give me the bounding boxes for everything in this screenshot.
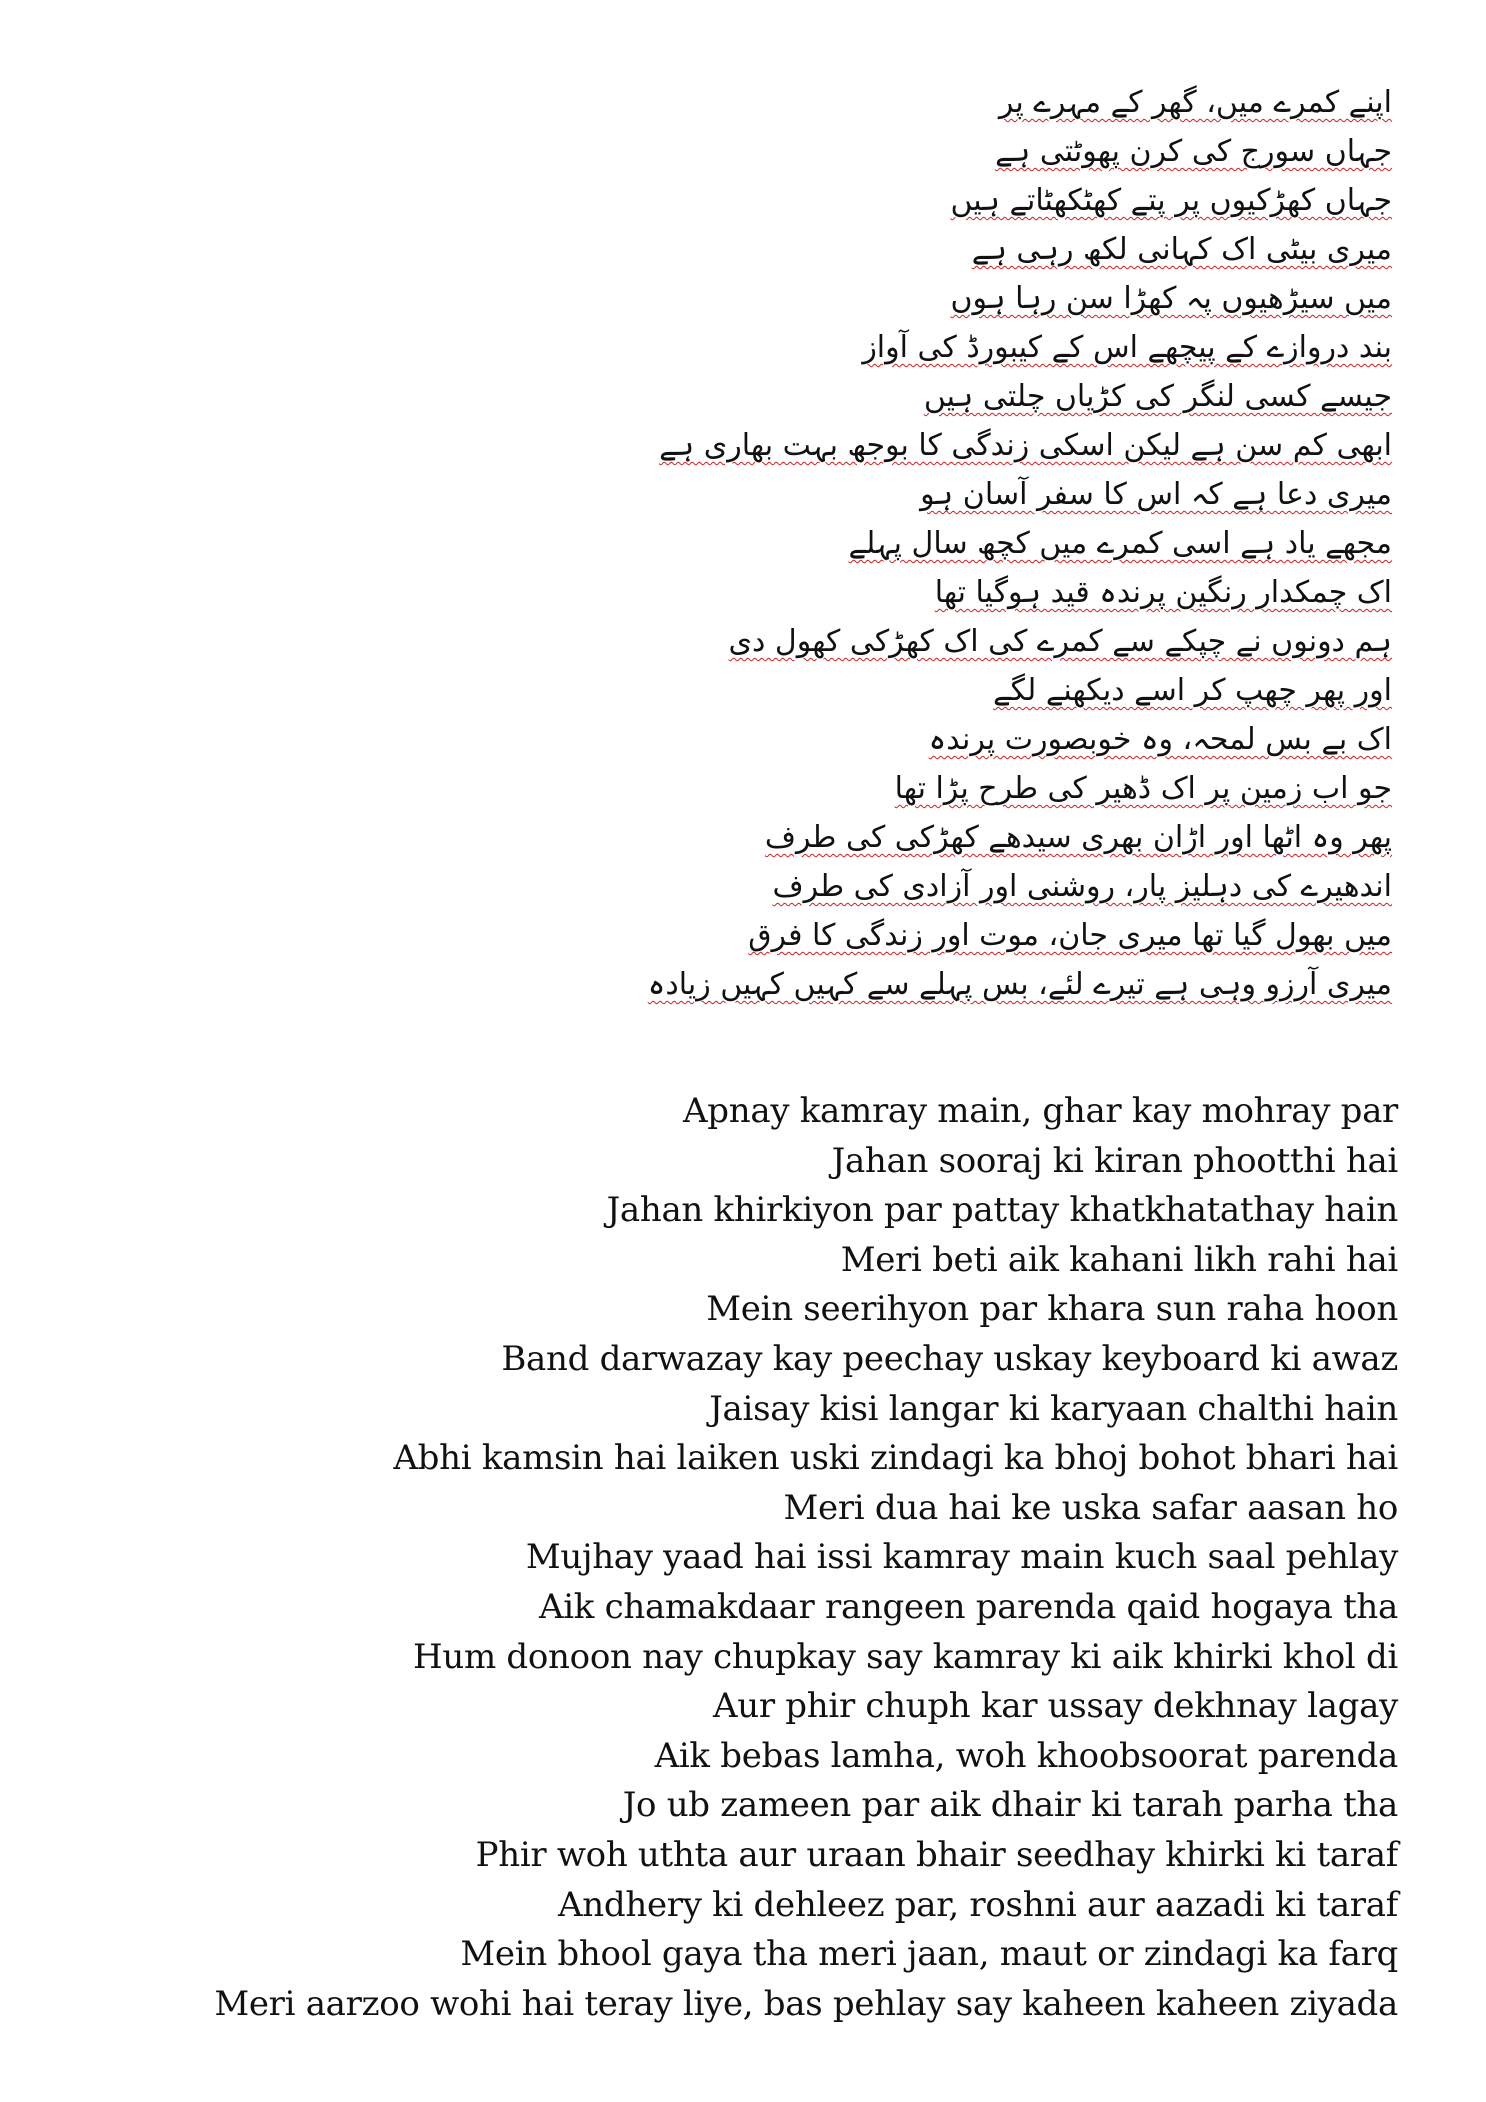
urdu-line-3: جہاں کھڑکیوں پر پتے کھٹکھٹاتے ہیں <box>950 183 1392 218</box>
roman-line-6: Band darwazay kay peechay uskay keyboard ki awaz <box>501 1338 1398 1379</box>
roman-line-1: Apnay kamray main, ghar kay mohray par <box>683 1091 1398 1131</box>
urdu-line-14: اک بے بس لمحہ، وہ خوبصورت پرندہ <box>928 722 1392 757</box>
urdu-line-13: اور پھر چھپ کر اسے دیکھنے لگے <box>993 673 1392 708</box>
roman-line-13: Aur phir chuph kar ussay dekhnay lagay <box>713 1686 1398 1727</box>
urdu-line-11: اک چمکدار رنگین پرندہ قید ہوگیا تھا <box>934 575 1392 610</box>
urdu-line-2: جہاں سورج کی کرن پھوٹتی ہے <box>995 134 1392 169</box>
roman-line-14: Aik bebas lamha, woh khoobsoorat parenda <box>654 1735 1398 1776</box>
urdu-line-10: مجھے یاد ہے اسی کمرے میں کچھ سال پہلے <box>848 526 1392 561</box>
urdu-line-1: اپنے کمرے میں، گھر کے مہرے پر <box>998 85 1392 120</box>
urdu-line-12: ہم دونوں نے چپکے سے کمرے کی اک کھڑکی کھول دی <box>728 624 1392 659</box>
roman-line-2: Jahan sooraj ki kiran phootthi hai <box>831 1140 1398 1181</box>
urdu-line-19: میری آرزو وہی ہے تیرے لئے، بس پہلے سے کہیں کہیں زیادہ <box>647 967 1392 1002</box>
roman-line-10: Mujhay yaad hai issi kamray main kuch saal pehlay <box>525 1537 1398 1578</box>
roman-line-17: Andhery ki dehleez par, roshni aur aazadi ki taraf <box>558 1884 1398 1925</box>
urdu-line-18: میں بھول گیا تھا میری جان، موت اور زندگی کا فرق <box>748 918 1392 953</box>
roman-line-12: Hum donoon nay chupkay say kamray ki aik khirki khol di <box>413 1636 1398 1677</box>
urdu-line-15: جو اب زمین پر اک ڈھیر کی طرح پڑا تھا <box>894 771 1392 806</box>
urdu-line-7: جیسے کسی لنگر کی کڑیاں چلتی ہیں <box>923 379 1392 414</box>
urdu-line-6: بند دروازے کے پیچھے اس کے کیبورڈ کی آواز <box>862 330 1392 365</box>
roman-line-19: Meri aarzoo wohi hai teray liye, bas pehlay say kaheen kaheen ziyada <box>214 1983 1398 2024</box>
urdu-line-4: میری بیٹی اک کہانی لکھ رہی ہے <box>971 232 1392 267</box>
roman-line-15: Jo ub zameen par aik dhair ki tarah parha tha <box>622 1785 1398 1826</box>
roman-line-3: Jahan khirkiyon par pattay khatkhatathay hain <box>606 1190 1398 1231</box>
roman-urdu-poem[interactable] <box>48 1087 1398 2029</box>
roman-line-5: Mein seerihyon par khara sun raha hoon <box>706 1289 1398 1330</box>
urdu-line-16: پھر وہ اٹھا اور اڑان بھری سیدھے کھڑکی کی طرف <box>764 820 1392 855</box>
roman-line-8: Abhi kamsin hai laiken uski zindagi ka bhoj bohot bhari hai <box>393 1438 1398 1479</box>
urdu-line-17: اندھیرے کی دہلیز پار، روشنی اور آزادی کی طرف <box>772 869 1392 904</box>
roman-line-9: Meri dua hai ke uska safar aasan ho <box>783 1487 1398 1528</box>
roman-line-11: Aik chamakdaar rangeen parenda qaid hogaya tha <box>538 1586 1398 1627</box>
roman-line-16: Phir woh uthta aur uraan bhair seedhay khirki ki taraf <box>475 1834 1398 1875</box>
roman-line-4: Meri beti aik kahani likh rahi hai <box>840 1239 1398 1280</box>
urdu-line-9: میری دعا ہے کہ اس کا سفر آسان ہو <box>920 477 1392 512</box>
urdu-line-8: ابھی کم سن ہے لیکن اسکی زندگی کا بوجھ بہت بھاری ہے <box>659 428 1392 463</box>
urdu-poem[interactable] <box>392 78 1392 1009</box>
roman-line-7: Jaisay kisi langar ki karyaan chalthi hain <box>709 1388 1398 1429</box>
roman-line-18: Mein bhool gaya tha meri jaan, maut or zindagi ka farq <box>460 1934 1398 1975</box>
urdu-line-5: میں سیڑھیوں پہ کھڑا سن رہا ہوں <box>950 281 1392 316</box>
